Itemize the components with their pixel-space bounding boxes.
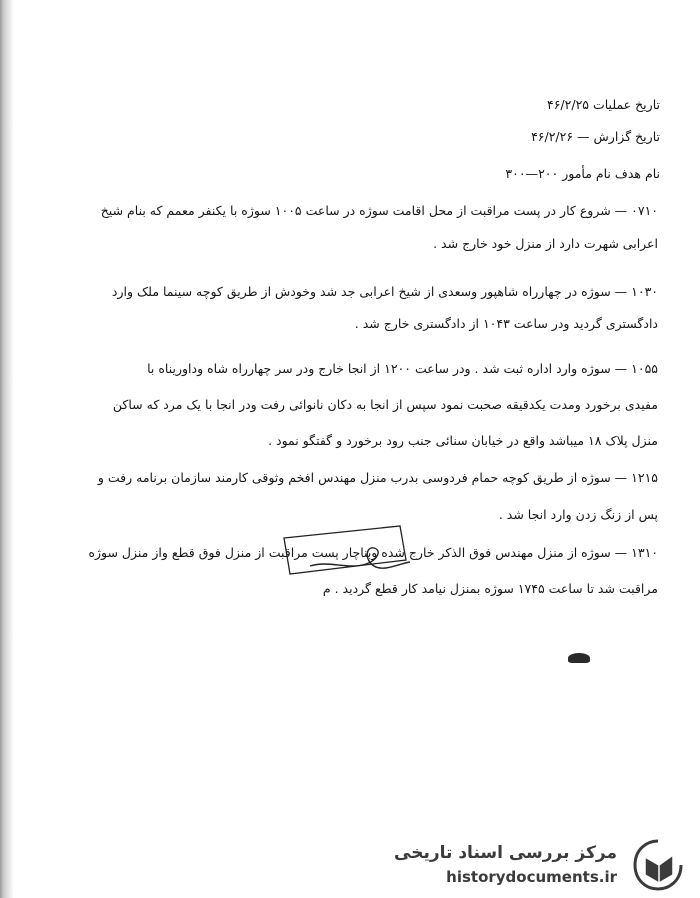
report-line: دادگستری گردید ودر ساعت ۱۰۴۳ از دادگستری خارج شد . — [354, 316, 658, 331]
report-line: ۱۲۱۵ — سوژه از طریق کوچه حمام فردوسی بدرب منزل مهندس افخم وثوقی کارمند سازمان برنامه رفت و — [97, 470, 658, 485]
handwritten-mark-icon — [270, 520, 430, 590]
report-line: ۱۰۳۰ — سوژه در چهارراه شاهپور وسعدی از شیخ اعرابی جد شد وخودش از طریق کوچه سینما ملک وارد — [111, 284, 658, 299]
watermark-title: مرکز بررسی اسناد تاریخی — [394, 843, 617, 863]
ink-smudge — [568, 653, 590, 663]
report-line: پس از زنگ زدن وارد انجا شد . — [498, 507, 658, 522]
report-line: ۱۳۱۰ — سوژه از منزل مهندس فوق الذکر خارج شده وبناچار پست مراقبت از منزل فوق قطع واز منزل سوژه — [88, 545, 658, 560]
report-line: ۰۷۱۰ — شروع کار در پست مراقبت از محل اقامت سوژه در ساعت ۱۰۰۵ سوژه با یکنفر معمم که بنام شیخ — [100, 203, 658, 218]
report-line: مفیدی برخورد ومدت یکدقیقه صحبت نمود سپس از انجا به دکان نانوائی رفت ودر انجا با یک مرد که ساکن — [112, 397, 658, 412]
scan-edge-shadow — [0, 0, 14, 898]
report-line: مراقبت شد تا ساعت ۱۷۴۵ سوژه بمنزل نیامد کار قطع گردید . م — [322, 581, 658, 596]
target-line: نام هدف نام مأمور ۲۰۰—۳۰۰ — [505, 166, 660, 181]
watermark — [394, 835, 695, 895]
book-emblem-icon — [629, 837, 687, 893]
report-date: تاریخ گزارش — ۴۶/۲/۲۶ — [531, 129, 660, 144]
watermark-url: historydocuments.ir — [446, 868, 617, 886]
operation-date: تاریخ عملیات ۴۶/۲/۲۵ — [547, 97, 660, 112]
report-line: منزل پلاک ۱۸ میباشد واقع در خیابان سنائی جنب رود برخورد و گفتگو نمود . — [268, 433, 658, 448]
report-line: اعرابی شهرت دارد از منزل خود خارج شد . — [433, 236, 658, 251]
report-line: ۱۰۵۵ — سوژه وارد اداره ثبت شد . ودر ساعت ۱۲۰۰ از انجا خارج ودر سر چهارراه شاه وداوریناه با — [147, 361, 658, 376]
